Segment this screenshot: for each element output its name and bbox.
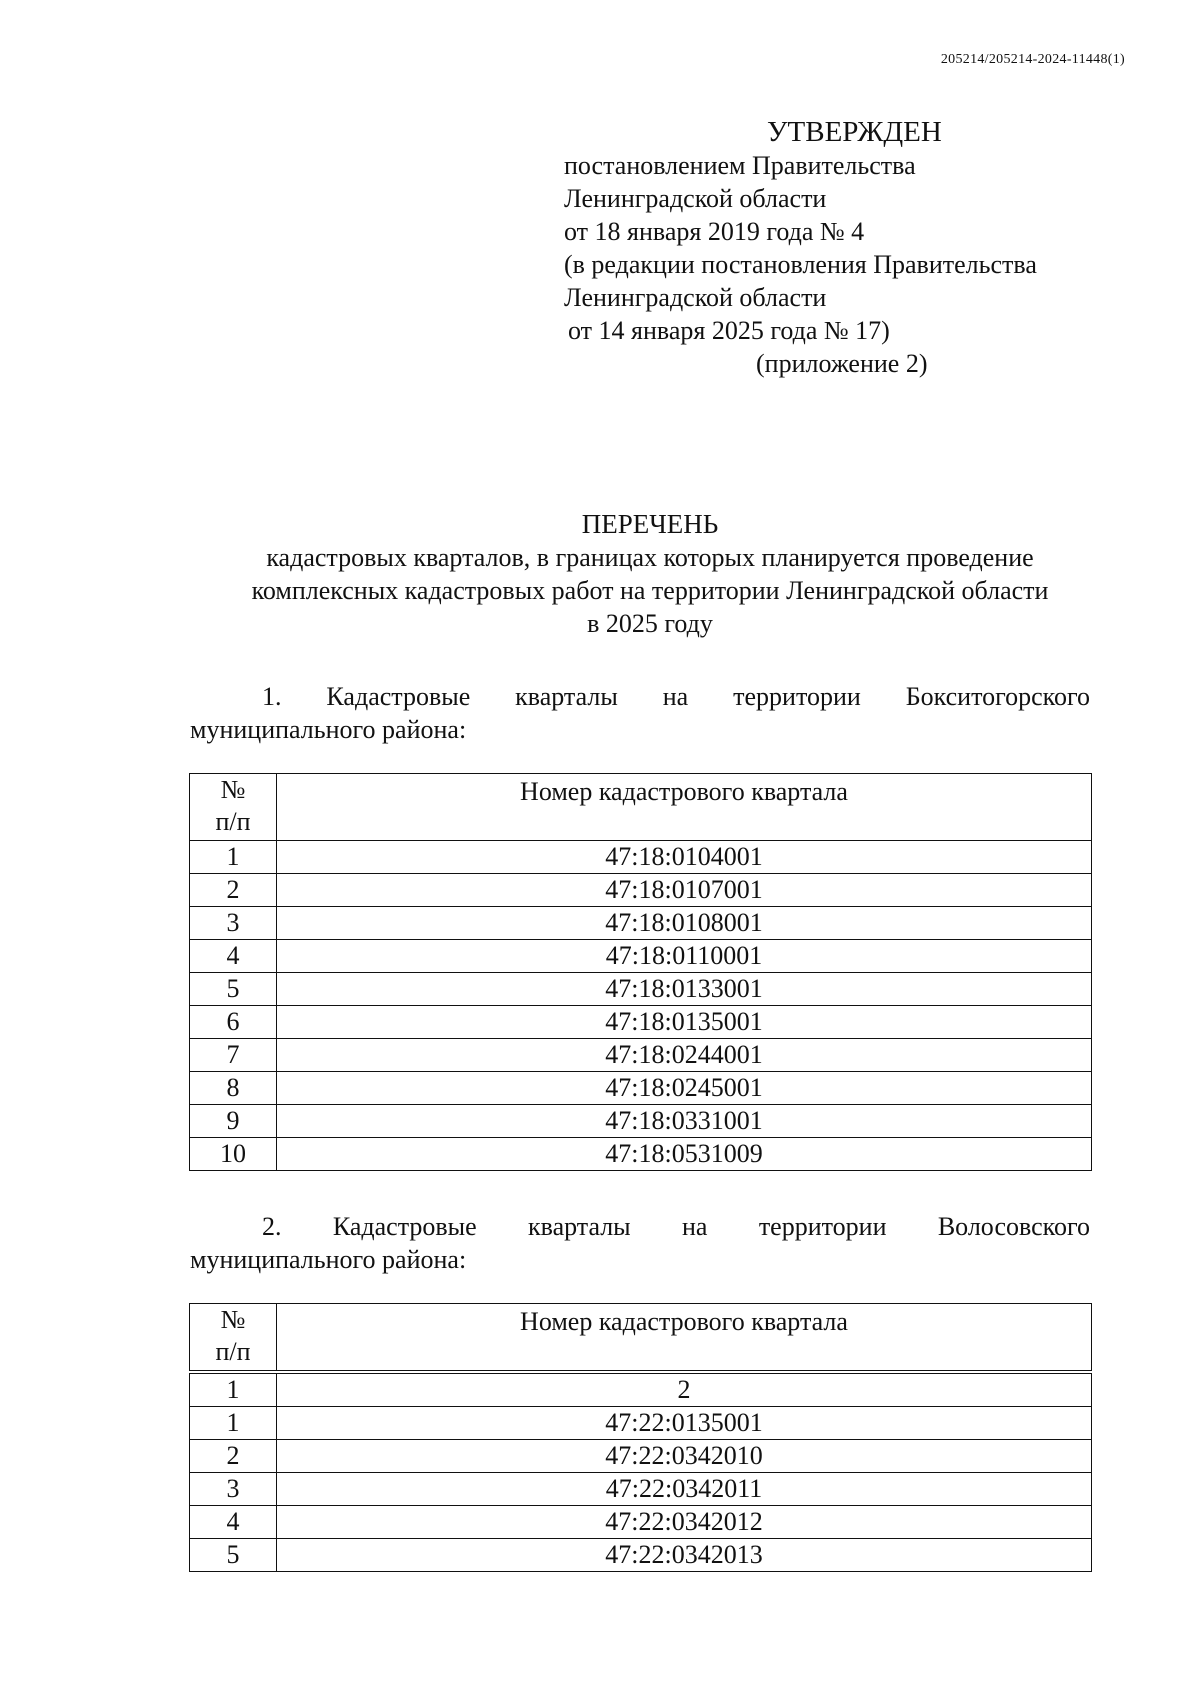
cadastral-number: 47:18:0108001	[277, 907, 1092, 940]
section-word: на	[682, 1212, 708, 1241]
section-word: 1.	[262, 682, 282, 711]
approval-line: (в редакции постановления Правительства	[564, 250, 1037, 279]
header-cadastral-cell: Номер кадастрового квартала	[277, 774, 1092, 841]
approval-line: постановлением Правительства	[564, 151, 916, 180]
header-number-cell	[190, 1304, 277, 1373]
row-number: 7	[190, 1039, 277, 1072]
section-word: территории	[733, 682, 861, 711]
row-number: 8	[190, 1072, 277, 1105]
column-numbers-row	[190, 1372, 1092, 1407]
approval-title: УТВЕРЖДЕН	[767, 116, 942, 148]
document-heading	[190, 508, 1110, 640]
approval-line: от 14 января 2025 года № 17)	[568, 316, 890, 345]
table-row	[190, 841, 1092, 874]
section-word: Волосовского	[937, 1212, 1090, 1241]
row-number: 5	[190, 1539, 277, 1572]
table-row	[190, 1506, 1092, 1539]
section-word: Кадастровые	[332, 1212, 477, 1241]
approval-line: от 18 января 2019 года № 4	[564, 217, 865, 246]
row-number: 1	[190, 1407, 277, 1440]
document-id: 205214/205214-2024-11448(1)	[940, 52, 1125, 67]
row-number: 3	[190, 1473, 277, 1506]
cadastral-number: 47:22:0342013	[277, 1539, 1092, 1572]
table-row	[190, 973, 1092, 1006]
cadastral-number: 47:22:0135001	[277, 1407, 1092, 1440]
cadastral-table-volosovo	[189, 1303, 1092, 1572]
table-row	[190, 1407, 1092, 1440]
section-word: Кадастровые	[326, 682, 471, 711]
section-subtitle: муниципального района:	[190, 1245, 467, 1274]
table-row	[190, 1006, 1092, 1039]
column-number: 2	[277, 1372, 1092, 1407]
cadastral-number: 47:18:0531009	[277, 1138, 1092, 1171]
heading-subtitle-line: в 2025 году	[587, 609, 713, 638]
header-number-symbol: №	[220, 775, 246, 804]
section-word: кварталы	[528, 1212, 631, 1241]
table-row	[190, 907, 1092, 940]
cadastral-number: 47:22:0342010	[277, 1440, 1092, 1473]
cadastral-number: 47:18:0245001	[277, 1072, 1092, 1105]
approval-line: Ленинградской области	[564, 283, 827, 312]
table-row	[190, 1440, 1092, 1473]
column-number: 1	[190, 1372, 277, 1407]
row-number: 1	[190, 841, 277, 874]
cadastral-number: 47:18:0135001	[277, 1006, 1092, 1039]
section-word: Бокситогорского	[905, 682, 1090, 711]
table-row	[190, 1473, 1092, 1506]
cadastral-number: 47:18:0331001	[277, 1105, 1092, 1138]
cadastral-number: 47:18:0133001	[277, 973, 1092, 1006]
section-subtitle: муниципального района:	[190, 715, 467, 744]
table-row	[190, 1539, 1092, 1572]
cadastral-number: 47:18:0104001	[277, 841, 1092, 874]
table-row	[190, 1105, 1092, 1138]
approval-appendix: (приложение 2)	[756, 349, 928, 378]
row-number: 10	[190, 1138, 277, 1171]
table-row	[190, 874, 1092, 907]
row-number: 4	[190, 1506, 277, 1539]
header-number-label: п/п	[215, 807, 251, 836]
table-row	[190, 1072, 1092, 1105]
table-header-row	[190, 1304, 1092, 1373]
row-number: 5	[190, 973, 277, 1006]
section-word: 2.	[262, 1212, 282, 1241]
row-number: 4	[190, 940, 277, 973]
row-number: 2	[190, 1440, 277, 1473]
section-title	[190, 680, 1090, 746]
cadastral-table-boksitogorsk	[189, 773, 1092, 1171]
table-row	[190, 940, 1092, 973]
header-number-label: п/п	[215, 1337, 251, 1366]
row-number: 2	[190, 874, 277, 907]
approval-line: Ленинградской области	[564, 184, 827, 213]
section-word: территории	[758, 1212, 887, 1241]
section-word: кварталы	[515, 682, 618, 711]
cadastral-number: 47:18:0110001	[277, 940, 1092, 973]
header-number-cell	[190, 774, 277, 841]
cadastral-number: 47:18:0244001	[277, 1039, 1092, 1072]
row-number: 9	[190, 1105, 277, 1138]
cadastral-number: 47:22:0342012	[277, 1506, 1092, 1539]
section-title	[190, 1210, 1090, 1276]
heading-title: ПЕРЕЧЕНЬ	[581, 509, 719, 539]
row-number: 6	[190, 1006, 277, 1039]
table-row	[190, 1138, 1092, 1171]
cadastral-number: 47:22:0342011	[277, 1473, 1092, 1506]
row-number: 3	[190, 907, 277, 940]
table-header-row	[190, 774, 1092, 841]
header-cadastral-cell: Номер кадастрового квартала	[277, 1304, 1092, 1373]
section-word: на	[662, 682, 689, 711]
table-row	[190, 1039, 1092, 1072]
heading-subtitle-line: кадастровых кварталов, в границах которых планируется проведение	[266, 543, 1034, 572]
cadastral-number: 47:18:0107001	[277, 874, 1092, 907]
approval-block	[564, 116, 1037, 380]
heading-subtitle-line: комплексных кадастровых работ на территории Ленинградской области	[251, 576, 1049, 605]
header-number-symbol: №	[220, 1305, 246, 1334]
